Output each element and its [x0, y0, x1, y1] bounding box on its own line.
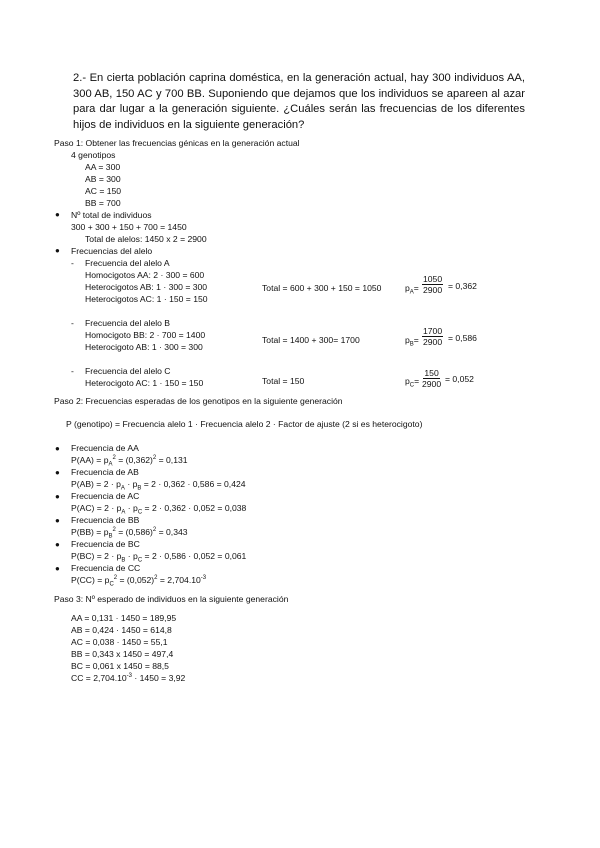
- count-bc: BC = 0,061 x 1450 = 88,5: [71, 661, 169, 671]
- freq-bc-expr: $P(BC) = 2 \cdot p_B \cdot p_C = 2 \cdot 0,586 \cdot 0,052 = 0,061$: [71, 551, 247, 564]
- bullet-icon: ●: [55, 246, 60, 255]
- allele-b-p: $p_B=$: [405, 335, 419, 348]
- step2-title: Paso 2: Frecuencias esperadas de los genotipos en la siguiente generación: [54, 396, 343, 406]
- problem-statement: [73, 71, 525, 133]
- allele-b-line: Homocigoto BB: 2 · 700 = 1400: [85, 330, 206, 340]
- bullet-icon: ●: [55, 492, 60, 501]
- freq-cc-expr: $P(CC) = p_C^2 = (0,052)^2 = 2,704.10^{-3}$: [71, 575, 207, 588]
- bullet-icon: ●: [55, 564, 60, 573]
- allele-a-fraction: [422, 274, 443, 295]
- count-ab: AB = 0,424 · 1450 = 614,8: [71, 625, 172, 635]
- allele-a-p: $p_A=$: [405, 283, 419, 296]
- genotype-aa: AA = 300: [85, 162, 121, 172]
- freq-ab-label: Frecuencia de AB: [71, 467, 139, 477]
- step3-title: Paso 3: Nº esperado de individuos en la siguiente generación: [54, 594, 289, 604]
- dash-icon: -: [71, 366, 74, 376]
- step1-title: Paso 1: Obtener las frecuencias génicas en la generación actual: [54, 138, 300, 148]
- freq-bb-label: Frecuencia de BB: [71, 515, 140, 525]
- bullet-icon: ●: [55, 516, 60, 525]
- fraction-numerator: 1050: [423, 274, 443, 284]
- freq-ab-expr: $P(AB) = 2 \cdot p_A \cdot p_B = 2 \cdot 0,362 \cdot 0,586 = 0,424$: [71, 479, 246, 492]
- freq-bb-expr: $P(BB) = p_B^2 = (0,586)^2 = 0,343$: [71, 527, 188, 540]
- allele-a-line: Heterocigotos AB: 1 · 300 = 300: [85, 282, 208, 292]
- genotype-ab: AB = 300: [85, 174, 121, 184]
- allele-b-fraction: [422, 326, 443, 347]
- fraction-denominator: 2900: [423, 285, 443, 295]
- bullet-icon: ●: [55, 444, 60, 453]
- bullet-icon: ●: [55, 468, 60, 477]
- fraction-denominator: 2900: [422, 379, 442, 389]
- fraction-numerator: 150: [424, 368, 439, 378]
- freq-cc-label: Frecuencia de CC: [71, 563, 141, 573]
- count-cc: CC = $2,704.10^{-3} \cdot 1450 = 3,92$: [71, 673, 186, 683]
- allele-a-line: Heterocigotos AC: 1 · 150 = 150: [85, 294, 208, 304]
- genotype-bb: BB = 700: [85, 198, 121, 208]
- allele-c-line: Heterocigoto AC: 1 · 150 = 150: [85, 378, 204, 388]
- allele-b-result: = 0,586: [448, 333, 477, 343]
- bullet-icon: ●: [55, 540, 60, 549]
- allele-c-total: Total = 150: [262, 376, 305, 386]
- problem-text: 2.- En cierta población caprina doméstica, en la generación actual, hay 300 individuos AA, 300 AB, 150 AC y 700 BB. Suponiendo que dejamos que los individuos se apareen al azar para dar lugar a la generación siguiente. ¿Cuáles serán las frecuencias de los diferentes hijos de individuos en la siguiente generación?: [73, 72, 525, 131]
- dash-icon: -: [71, 258, 74, 268]
- freq-aa-label: Frecuencia de AA: [71, 443, 139, 453]
- freq-ac-label: Frecuencia de AC: [71, 491, 140, 501]
- allele-c-result: = 0,052: [445, 374, 474, 384]
- allele-a-result: = 0,362: [448, 281, 477, 291]
- fraction-denominator: 2900: [423, 337, 443, 347]
- total-label: Nº total de individuos: [71, 210, 152, 220]
- freq-label: Frecuencias del alelo: [71, 246, 153, 256]
- allele-c-title: Frecuencia del alelo C: [85, 366, 171, 376]
- count-bb: BB = 0,343 x 1450 = 497,4: [71, 649, 174, 659]
- step2-formula: P (genotipo) = Frecuencia alelo 1 · Frecuencia alelo 2 · Factor de ajuste (2 si es heterocigoto): [66, 419, 423, 429]
- freq-ac-expr: $P(AC) = 2 \cdot p_A \cdot p_C = 2 \cdot 0,362 \cdot 0,052 = 0,038$: [71, 503, 247, 516]
- genotypes-label: 4 genotipos: [71, 150, 116, 160]
- bullet-icon: ●: [55, 210, 60, 219]
- allele-a-line: Homocigotos AA: 2 · 300 = 600: [85, 270, 205, 280]
- freq-bc-label: Frecuencia de BC: [71, 539, 140, 549]
- fraction-numerator: 1700: [423, 326, 443, 336]
- allele-b-title: Frecuencia del alelo B: [85, 318, 171, 328]
- freq-aa-expr: $P(AA) = p_A^2 = (0,362)^2 = 0,131$: [71, 455, 188, 468]
- count-aa: AA = 0,131 · 1450 = 189,95: [71, 613, 177, 623]
- allele-c-fraction: [422, 368, 441, 389]
- allele-b-line: Heterocigoto AB: 1 · 300 = 300: [85, 342, 203, 352]
- total-sum: 300 + 300 + 150 + 700 = 1450: [71, 222, 187, 232]
- allele-c-p: $p_C=$: [405, 376, 420, 389]
- allele-b-total: Total = 1400 + 300= 1700: [262, 335, 360, 345]
- allele-a-total: Total = 600 + 300 + 150 = 1050: [262, 283, 382, 293]
- allele-a-title: Frecuencia del alelo A: [85, 258, 170, 268]
- genotype-ac: AC = 150: [85, 186, 122, 196]
- dash-icon: -: [71, 318, 74, 328]
- count-ac: AC = 0,038 · 1450 = 55,1: [71, 637, 168, 647]
- total-alleles: Total de alelos: 1450 x 2 = 2900: [85, 234, 207, 244]
